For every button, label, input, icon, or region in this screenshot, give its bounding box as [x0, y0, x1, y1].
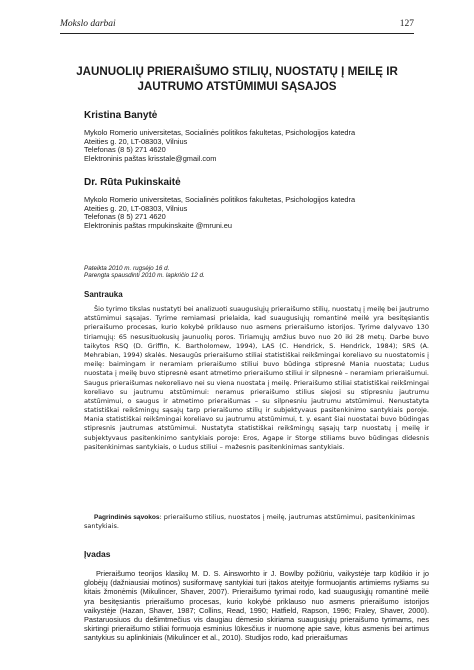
intro-heading: Įvadas [84, 549, 111, 559]
publication-dates [84, 265, 205, 280]
article-title: JAUNUOLIŲ PRIERAIŠUMO STILIŲ, NUOSTATŲ Į MEILĘ IR JAUTRUMO ATSTŪMIMUI SĄSAJOS [76, 65, 398, 93]
keywords-label: Pagrindinės sąvokos [94, 514, 160, 521]
accepted-date: Parengta spausdinti 2010 m. lapkričio 12 d. [84, 272, 205, 280]
address-line: Ateities g. 20, LT-08303, Vilnius [84, 136, 188, 146]
affiliation-line: Mykolo Romerio universitetas, Socialinės politikos fakultetas, Psichologijos katedra [84, 195, 356, 204]
address-line: Ateities g. 20, LT-08303, Vilnius [84, 203, 188, 213]
author-name-1: Kristina Banytė [84, 110, 158, 121]
journal-name: Mokslo darbai [60, 19, 116, 29]
email-line: Elektroninis paštas krisstale@gmail.com [84, 153, 217, 163]
phone-line: Telefonas (8 5) 271 4620 [84, 145, 166, 155]
phone-line: Telefonas (8 5) 271 4620 [84, 212, 166, 222]
submitted-date: Pateikta 2010 m. rugsėjo 16 d. [84, 265, 170, 272]
email-line: Elektroninis paštas rmpukinskaite @mruni.eu [84, 220, 232, 230]
keywords-text: : prieraišumo stilius, nuostatos į meilę, jautrumas atstūmimui, pasitenkinimas santykiais. [84, 513, 415, 531]
running-header [60, 17, 414, 34]
abstract-text: Šio tyrimo tikslas nustatyti bei analizuoti suaugusiųjų prieraišumo stilių, nuostatų į meilę bei jautrumo atstūmimui sąsajas. Tyrime remiamasi prielaida, kad suaugusiųjų romantinė meilė yra besitęsiantis prieraišumo procesas, kurio kokybė priklauso nuo asmens prieraišumo istorijos. Tyrime dalyvavo 130 tiriamųjų: 65 nesusituokusių jaunuolių poros. Tiriamųjų amžius buvo nuo 20 iki 28 metų. Darbe buvo taikytos RSQ (D. Griffin, K. Bartholomew, 1994), LAS (C. Hendrick, S. Hendrick, 1984); SRS (A. Mehrabian, 1994) skalės. Nesaugūs prieraišumo stiliai statistiškai reikšmingai koreliavo su nuostatomis į meilę: baimingam ir neramiam prieraišumo stiliui buvo būdinga stipresnė Mania nuostata; Ludus nuostata į meilę buvo stipresnė esant atmetimo prieraišumo stiliui ir silpnesnė – neramiam prieraišumui. Saugus prieraišumas nekoreliavo nei su viena nuostata į meilę. Prieraišumo stiliai statistiškai reikšmingai koreliavo su jautrumu atstūmimui: neramus prieraišumo stilius siejosi su stipresniu jautrumu atstūmimui, o saugus ir atmetimo prieraišumas – su silpnesniu jautrumu atstūmimui. Nenustatyta statistiškai reikšmingų sąsajų tarp prieraišumo stilių ir subjektyvaus pasitenkinimo santykiais poroje. Mania statistiškai reikšmingai koreliavo su jautrumu atstūmimui, t. y. esant šiai nuostatai buvo būdingas stipresnis jautrumas atstūmimui. Nustatyta statistiškai reikšmingų sąsajų tarp nuostatų į meilę ir subjektyvaus pasitenkinimo santykiais poroje: Eros, Agape ir Storge stiliams buvo būdingas didesnis pasitenkinimas santykiais, o Ludus stiliui – mažesnis pasitenkinimas santykiais. [84, 305, 429, 451]
author-affiliation-1 [84, 129, 355, 163]
intro-text: Prieraišumo teorijos klasikų M. D. S. Ainsworhto ir J. Bowlby požiūriu, vaikystėje tarp kūdikio ir jo globėjų (dažniausiai motinos) susiformavę santykiai turi įtakos ateityje formuojantis artimiems ryšiams su kitais žmonėmis (Mikulincer, Shaver, 2007). Prieraišumo tyrimai rodo, kad suaugusiųjų romantinė meilė yra besitęsiantis prieraišumo procesas, kurio kokybė priklauso nuo asmens prieraišumo istorijos vaikystėje (Hazan, Shaver, 1987; Collins, Read, 1990; Hatfield, Rapson, 1996; Fraley, Shaver, 2000). Pastaruosiuos du dešimtmečius vis daugiau dėmesio skiriama suaugusiųjų prieraišumo tyrimams, nes skirtingi prieraišumo stiliai formuoja esminius lūkesčius ir nuomonę apie save, kitus asmenis bei artimus santykius su aplinkiniais (Mikulincer et al., 2010). Studijos rodo, kad prieraišumas [84, 569, 429, 643]
affiliation-line: Mykolo Romerio universitetas, Socialinės politikos fakultetas, Psichologijos katedra [84, 128, 356, 137]
page-number: 127 [399, 19, 414, 29]
abstract-heading: Santrauka [84, 290, 123, 299]
keywords [84, 513, 429, 531]
author-name-2: Dr. Rūta Pukinskaitė [84, 177, 181, 188]
author-affiliation-2 [84, 196, 355, 230]
